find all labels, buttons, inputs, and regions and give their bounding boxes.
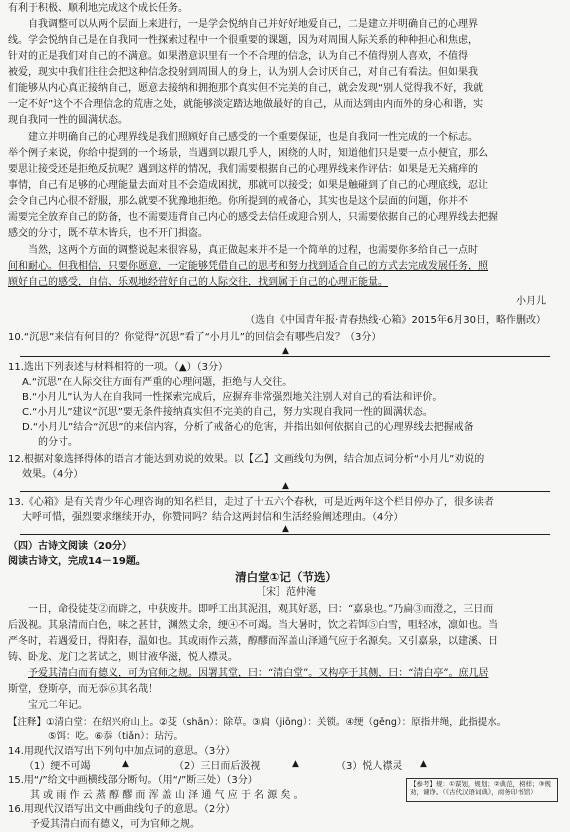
passage-line: 针对的正是我们对自己的不满意。如果潜意识里有一个不合理的信念，认为自己不值得别人喜欢，不值得 <box>8 51 468 62</box>
essay-line: 严冬时，若遇爱日，得阳春，温如也。其或雨作云蒸，醇醪而浑盖山泽通气应于名源矣。又引嘉泉，以建溪、日 <box>8 636 498 647</box>
passage-line: 被爱，现实中我们往往会把这种信念投射到周围人的身上，认为别人会讨厌自己，对自己有看法。但如果我 <box>8 67 478 78</box>
q14-item-1: （1）绠不可竭 <box>24 761 91 772</box>
section-instruction: 阅读古诗文，完成14－19题。 <box>8 556 146 567</box>
essay-author: ［宋］范仲淹 <box>256 587 316 598</box>
passage-line: 现自我同一性的圆满状态。 <box>8 115 128 126</box>
essay-line: 后汲视。其泉清而白色，味之甚甘，渊然丈余，绠④不可竭。当大暑时，饮之若饵⑤白雪，咀轻冰，凛如也。当 <box>8 620 498 631</box>
q16-text: 予爱其清白而有德义，可为官师之规。 <box>30 819 200 830</box>
option-a: A.“沉思”在人际交往方面有严重的心理问题，拒绝与人交往。 <box>22 377 293 388</box>
passage-line: 事情，自己有足够的心理能量去面对且不会造成困扰，那就可以接受；如果是触碰到了自己的心理底线，忍让 <box>8 180 488 191</box>
essay-line: 一日，命役徒芟②而辟之，中获废井。即呼工出其泥沮，观其好恶，曰：“嘉泉也。”乃扁③而澄之，三日而 <box>28 604 494 615</box>
q14-item-2: （2）三日而后汲视 <box>174 761 261 772</box>
option-b: B.“小月儿”认为人在自我同一性探索完成后，应摒弃非常强烈地关注别人对自己的看法和评价。 <box>22 392 443 403</box>
answer-marker: ▲ <box>282 346 289 356</box>
question-13-continued: 大呼可惜，强烈要求继续开办，你赞同吗？结合这两封信和生活经验阐述理由。（4分） <box>22 512 404 523</box>
passage-line: 建立并明确自己的心理界线是我们照顾好自己感受的一个重要保证，也是自我同一性完成的一个标志。 <box>28 132 478 143</box>
passage-line: 有利于积极、顺利地完成这个成长任务。 <box>8 3 188 14</box>
question-11: 11.选出下列表述与材料相符的一项。（▲）（3分） <box>8 362 228 373</box>
passage-line: 需要完全放弃自己的防备，也不需要违背自己内心的感受去信任或迎合别人，只需要依据自己的心理界线去把握 <box>8 212 498 223</box>
passage-line: 一定不好”这个不合理信念的荒唐之处，就能够淡定踏达地做最好的自己，从而达到由内而外的身心和谐，实 <box>8 99 484 110</box>
essay-line: 铸、卧龙、龙门之茗试之，则甘液华滋，悦人襟灵。 <box>8 652 238 663</box>
question-10: 10.“沉思”来信有何目的？你觉得“沉思”看了“小月儿”的回信会有哪些启发？（3分） <box>8 332 382 343</box>
answer-marker: ▲ <box>292 759 299 769</box>
question-13: 13.《心箱》是有关青少年心理咨询的知名栏目，走过了十五六个春秋，可是近两年这个栏目停办了，很多读者 <box>8 497 494 508</box>
answer-marker: ▲ <box>122 759 129 769</box>
q15-text: 其 或 雨 作 云 蒸 醇 醪 而 浑 盖 山 泽 通 气 应 于 名 源 矣 。 <box>30 790 304 801</box>
option-d: D.“小月儿”结合“沉思”的来信内容，分析了戒备心的危害，并指出如何依据自己的心理界线去把握戒备 <box>22 422 474 433</box>
answer-line[interactable] <box>20 491 550 492</box>
reference-box: 【参考】规：①谋划，规划；②典范，榜样；③规劝，谏诤。（《古代汉语词典》，商务印书馆） <box>406 778 558 802</box>
q14-item-3: （3）悦人襟灵 <box>336 761 403 772</box>
option-d-continued: 的分寸。 <box>38 437 78 448</box>
section-header: （四）古诗文阅读（20分） <box>8 541 132 552</box>
source-citation: （选自《中国青年报·青春热线·心箱》2015年6月30日，略作删改） <box>245 315 546 326</box>
passage-line-underlined: 顾好自己的感受，自信、乐观地经营好自己的人际交往，找到属于自己的心理正能量。 <box>8 277 388 288</box>
option-c: C.“小月儿”建议“沉思”要无条件接纳真实但不完美的自己，努力实现自我同一性的圆满状态。 <box>22 407 433 418</box>
question-15: 15.用“/”给文中画横线部分断句。（用“/”断三处）（3分） <box>8 775 258 786</box>
passage-line: 自我调整可以从两个层面上来进行，一是学会悦纳自己并好好地爱自己，二是建立并明确自己的心理界 <box>28 19 478 30</box>
question-12-continued: 效果。（4分） <box>22 469 84 480</box>
passage-line: 们能够从内心真正接纳自己，愿意去接纳和拥抱那个真实但不完美的自己，就会发现“别人觉得我不好，我就 <box>8 83 484 94</box>
passage-line: 举个例子来说，你给中提到的一个场景，当遇到以跟几乎人，困绕的人时，知道他们只是要一点小便宜，那么 <box>8 148 488 159</box>
answer-line[interactable] <box>20 356 550 357</box>
question-12: 12.根据对象选择得体的语言才能达到劝说的效果。以【乙】文画线句为例，结合加点词分析“小月儿”劝说的 <box>8 454 485 465</box>
essay-line: 斯堂，登斯亭，而无忝⑥其名哉！ <box>8 684 158 695</box>
passage-line-underlined: 间和耐心。但我相信，只要你愿意，一定能够凭借自己的思考和努力找到适合自己的方式去完成发展任务，照 <box>8 261 488 272</box>
passage-line: 感交的分寸，既不草木皆兵，也不开门揖盗。 <box>8 228 208 239</box>
question-14: 14.用现代汉语写出下列句中加点词的意思。（3分） <box>8 746 236 757</box>
passage-line: 要思让接受还是拒绝反抗呢？遇到这样的情况，我们需要根据自己的心理界线来作评估：如果是无关痛痒的 <box>8 164 478 175</box>
passage-line: 会令自己内心很不舒服，那么就要不犹豫地拒绝。你所提到的戒备心，其实也是这个层面的问题，你并不 <box>8 196 468 207</box>
answer-marker: ▲ <box>282 481 289 491</box>
notes: 【注释】①清白堂：在绍兴府山上。②芟（shān）：除草。③扃（jiōng）：关锁。④绠（gěng）：原指井绳，此指提水。 <box>8 717 507 728</box>
essay-line: 宝元二年记。 <box>28 700 88 711</box>
question-16: 16.用现代汉语写出文中画曲线句子的意思。（2分） <box>8 804 236 815</box>
answer-line[interactable] <box>20 534 550 535</box>
passage-line: 当然，这两个方面的调整说起来很容易，真正做起来并不是一个简单的过程，也需要你多给自己一点时 <box>28 245 478 256</box>
answer-marker: ▲ <box>420 759 427 769</box>
notes-continued: ⑤饵：吃。⑥忝（tiǎn）：玷污。 <box>48 731 183 742</box>
essay-title: 清白堂①记（节选） <box>235 570 337 584</box>
answer-marker: ▲ <box>282 524 289 534</box>
signature: 小月儿 <box>516 296 546 307</box>
essay-line-underlined: 予爱其清白而有德义，可为官师之规。因署其堂，曰：“清白堂”。又构亭于其侧，曰：“清白亭”。庶几居 <box>28 668 489 679</box>
passage-line: 线。学会悦纳自己是在自我同一性探索过程中一个很重要的课题，因为对周围人际关系的种种担心和焦虑， <box>8 35 478 46</box>
